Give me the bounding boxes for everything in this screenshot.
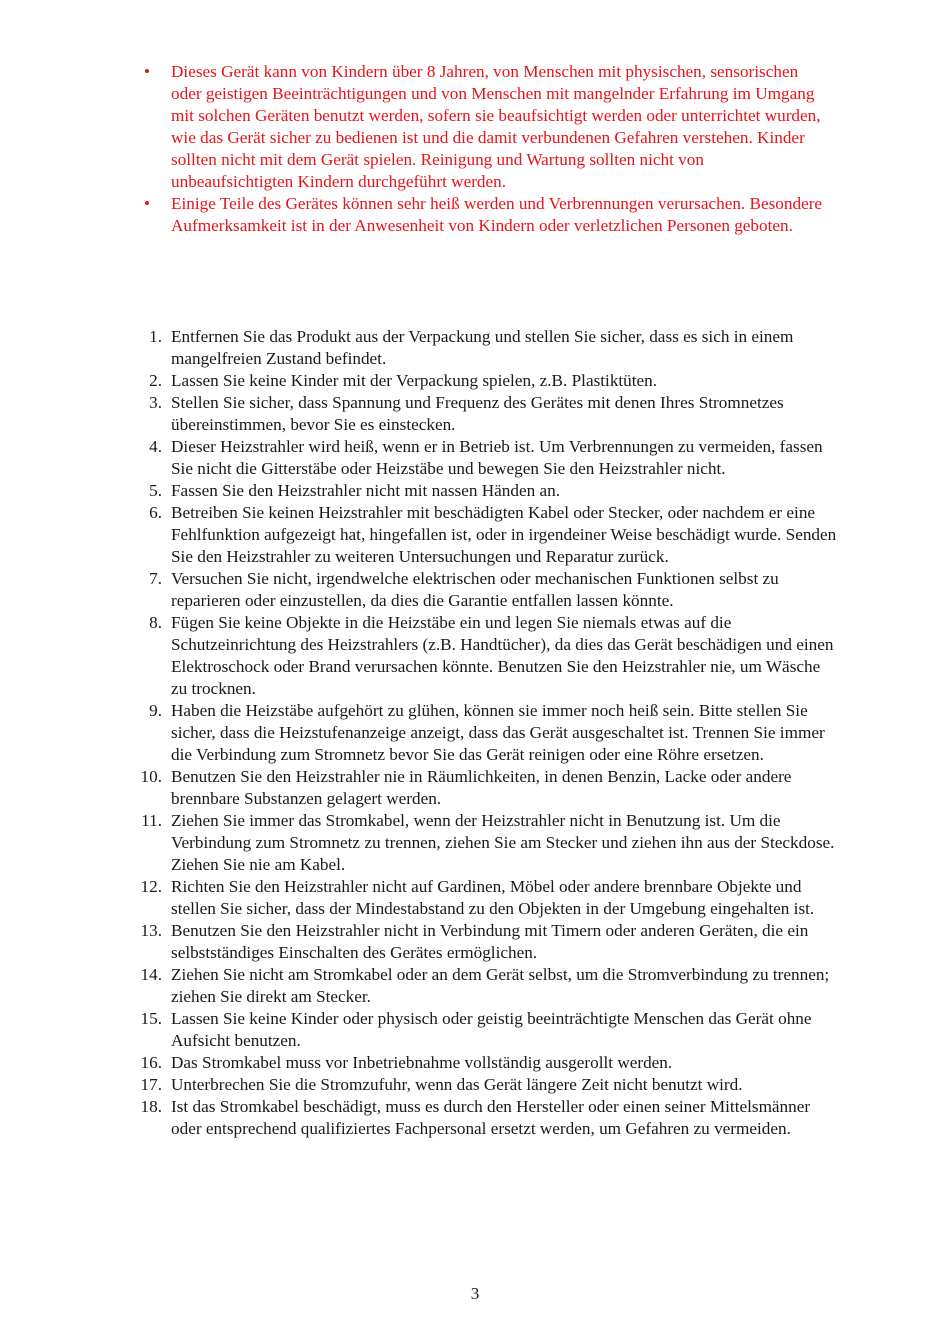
instruction-text: Betreiben Sie keinen Heizstrahler mit beschädigten Kabel oder Stecker, oder nachdem er eine Fehlfunktion aufgezeigt hat, hingefallen ist, oder in irgendeiner Weise beschädigt wurde. Senden Sie den Heizstrahler zu weiteren Untersuchungen und Reparatur zurück. (171, 503, 837, 566)
instruction-item (0, 964, 950, 1008)
instruction-number: 1. (149, 327, 162, 346)
instruction-text: Das Stromkabel muss vor Inbetriebnahme vollständig ausgerollt werden. (171, 1053, 673, 1072)
instruction-text: Richten Sie den Heizstrahler nicht auf Gardinen, Möbel oder andere brennbare Objekte und stellen Sie sicher, dass der Mindestabstand zu den Objekten in der Umgebung eingehalten ist. (171, 877, 815, 918)
instruction-text: Entfernen Sie das Produkt aus der Verpackung und stellen Sie sicher, dass es sich in einem mangelfreien Zustand befindet. (171, 327, 794, 368)
instruction-number: 4. (149, 437, 162, 456)
instruction-number: 7. (149, 569, 162, 588)
instruction-item (0, 1096, 950, 1140)
instruction-number: 18. (140, 1097, 162, 1116)
instruction-item (0, 370, 950, 392)
instruction-item (0, 326, 950, 370)
instruction-item (0, 480, 950, 502)
instruction-item (0, 502, 950, 568)
instruction-text: Ist das Stromkabel beschädigt, muss es durch den Hersteller oder einen seiner Mittelsmänner oder entsprechend qualifiziertes Fachpersonal ersetzt werden, um Gefahren zu vermeiden. (171, 1097, 811, 1138)
instruction-item (0, 876, 950, 920)
instruction-number: 14. (140, 965, 162, 984)
instruction-text: Haben die Heizstäbe aufgehört zu glühen, können sie immer noch heiß sein. Bitte stellen Sie sicher, dass die Heizstufenanzeige anzeigt, dass das Gerät ausgeschaltet ist. Trennen Sie immer die Verbindung zum Stromnetz bevor Sie das Gerät reinigen oder eine Röhre ersetzen. (171, 701, 825, 764)
instruction-item (0, 810, 950, 876)
instruction-text: Fassen Sie den Heizstrahler nicht mit nassen Händen an. (171, 481, 561, 500)
safety-instructions-list (0, 326, 950, 1140)
instruction-item (0, 766, 950, 810)
warning-item (0, 193, 950, 237)
instruction-number: 5. (149, 481, 162, 500)
instruction-item (0, 392, 950, 436)
page-number: 3 (470, 1284, 480, 1303)
instruction-item (0, 1008, 950, 1052)
instruction-number: 17. (140, 1075, 162, 1094)
instruction-item (0, 700, 950, 766)
instruction-text: Versuchen Sie nicht, irgendwelche elektrischen oder mechanischen Funktionen selbst zu reparieren oder einzustellen, da dies die Garantie entfallen lassen könnte. (171, 569, 779, 610)
instruction-text: Fügen Sie keine Objekte in die Heizstäbe ein und legen Sie niemals etwas auf die Schutzeinrichtung des Heizstrahlers (z.B. Handtücher), da dies das Gerät beschädigen und einen Elektroschock oder Brand verursachen könnte. Benutzen Sie den Heizstrahler nie, um Wäsche zu trocknen. (171, 613, 834, 698)
instruction-text: Benutzen Sie den Heizstrahler nie in Räumlichkeiten, in denen Benzin, Lacke oder andere brennbare Substanzen gelagert werden. (171, 767, 792, 808)
instruction-item (0, 612, 950, 700)
safety-warnings-list (0, 61, 950, 237)
instruction-number: 11. (141, 811, 162, 830)
instruction-item (0, 436, 950, 480)
instruction-number: 15. (140, 1009, 162, 1028)
bullet-icon: • (143, 194, 151, 213)
warning-text: Einige Teile des Gerätes können sehr heiß werden und Verbrennungen verursachen. Besondere Aufmerksamkeit ist in der Anwesenheit von Kindern oder verletzlichen Personen geboten. (171, 194, 823, 235)
instruction-number: 12. (140, 877, 162, 896)
instruction-text: Ziehen Sie immer das Stromkabel, wenn der Heizstrahler nicht in Benutzung ist. Um die Verbindung zum Stromnetz zu trennen, ziehen Sie am Stecker und ziehen ihn aus der Steckdose. Ziehen Sie nie am Kabel. (171, 811, 835, 874)
bullet-icon: • (143, 62, 151, 81)
instruction-text: Ziehen Sie nicht am Stromkabel oder an dem Gerät selbst, um die Stromverbindung zu trennen; ziehen Sie direkt am Stecker. (171, 965, 830, 1006)
instruction-number: 16. (140, 1053, 162, 1072)
instruction-text: Lassen Sie keine Kinder oder physisch oder geistig beeinträchtigte Menschen das Gerät ohne Aufsicht benutzen. (171, 1009, 812, 1050)
instruction-text: Unterbrechen Sie die Stromzufuhr, wenn das Gerät längere Zeit nicht benutzt wird. (171, 1075, 743, 1094)
instruction-number: 10. (140, 767, 162, 786)
instruction-item (0, 1074, 950, 1096)
instruction-text: Stellen Sie sicher, dass Spannung und Frequenz des Gerätes mit denen Ihres Stromnetzes übereinstimmen, bevor Sie es einstecken. (171, 393, 784, 434)
instruction-item (0, 568, 950, 612)
instruction-text: Lassen Sie keine Kinder mit der Verpackung spielen, z.B. Plastiktüten. (171, 371, 658, 390)
instruction-item (0, 1052, 950, 1074)
warning-text: Dieses Gerät kann von Kindern über 8 Jahren, von Menschen mit physischen, sensorischen oder geistigen Beeinträchtigungen und von Menschen mit mangelnder Erfahrung im Umgang mit solchen Geräten benutzt werden, sofern sie beaufsichtigt werden oder unterrichtet wurden, wie das Gerät sicher zu bedienen ist und die damit verbundenen Gefahren verstehen. Kinder sollten nicht mit dem Gerät spielen. Reinigung und Wartung sollten nicht von unbeaufsichtigten Kindern durchgeführt werden. (171, 62, 821, 191)
instruction-text: Dieser Heizstrahler wird heiß, wenn er in Betrieb ist. Um Verbrennungen zu vermeiden, fassen Sie nicht die Gitterstäbe oder Heizstäbe und bewegen Sie den Heizstrahler nicht. (171, 437, 823, 478)
instruction-number: 6. (149, 503, 162, 522)
instruction-number: 8. (149, 613, 162, 632)
instruction-number: 9. (149, 701, 162, 720)
instruction-item (0, 920, 950, 964)
warning-item (0, 61, 950, 193)
instruction-number: 3. (149, 393, 162, 412)
instruction-text: Benutzen Sie den Heizstrahler nicht in Verbindung mit Timern oder anderen Geräten, die ein selbstständiges Einschalten des Gerätes ermöglichen. (171, 921, 809, 962)
instruction-number: 2. (149, 371, 162, 390)
instruction-number: 13. (140, 921, 162, 940)
